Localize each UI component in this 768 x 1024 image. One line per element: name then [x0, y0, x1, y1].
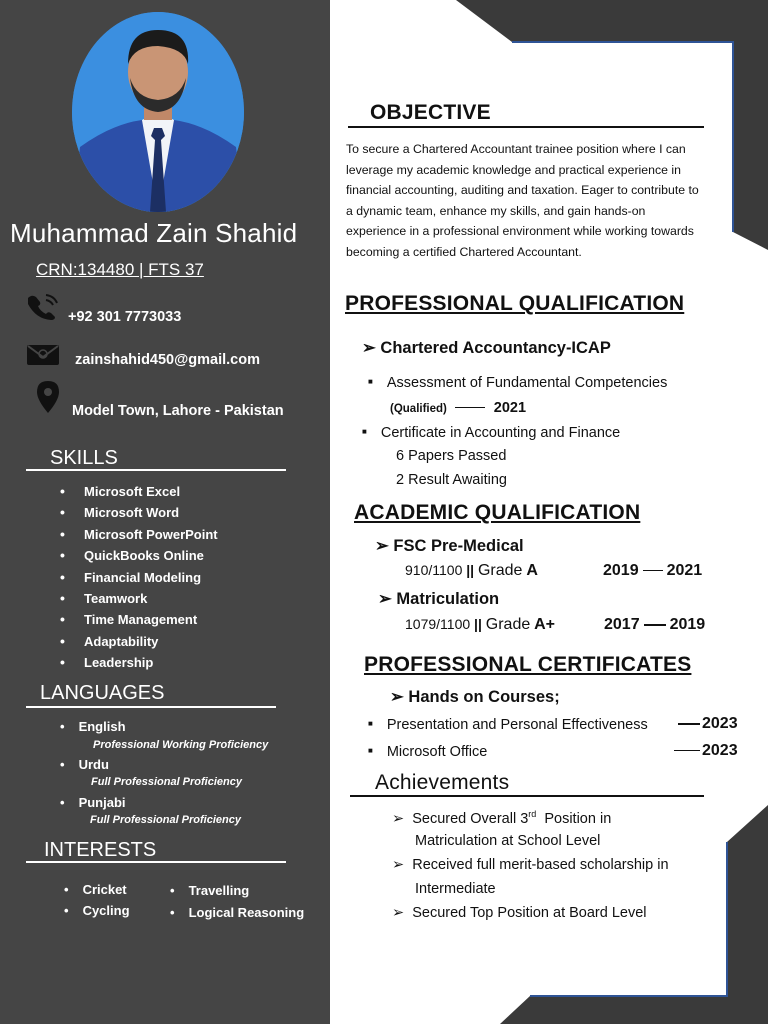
afc-item — [368, 375, 667, 391]
phone-number: +92 301 7773033 — [68, 309, 182, 325]
candidate-name: Muhammad Zain Shahid — [10, 218, 298, 248]
fsc-end: 2021 — [666, 562, 703, 579]
objective-heading: OBJECTIVE — [370, 101, 491, 124]
language-english — [60, 719, 126, 734]
dash-line — [674, 750, 700, 751]
crn-number: CRN:134480 | FTS 37 — [36, 260, 204, 279]
interest-label: Cricket — [82, 882, 127, 897]
certificate-name: Presentation and Personal Effectiveness — [386, 717, 648, 733]
language-level: Professional Working Proficiency — [93, 739, 269, 751]
grade-label: Grade — [485, 616, 531, 633]
fsc-degree-label: FSC Pre-Medical — [393, 537, 524, 555]
matric-result-row — [405, 616, 555, 634]
caf-passed: 6 Papers Passed — [396, 448, 507, 464]
interest-item — [170, 905, 304, 920]
language-level: Full Professional Proficiency — [91, 776, 242, 788]
dash-line — [644, 624, 666, 626]
achievement-text: Secured Top Position at Board Level — [412, 905, 647, 921]
certificate-year: 2023 — [702, 742, 738, 759]
caf-label: Certificate in Accounting and Finance — [380, 425, 621, 441]
afc-year: 2021 — [493, 400, 527, 416]
skills-list — [60, 484, 218, 677]
interest-label: Cycling — [82, 903, 130, 918]
certificate-year-row — [674, 742, 738, 760]
achievements-underline — [350, 795, 704, 797]
fsc-start: 2019 — [603, 562, 639, 579]
certificate-item — [368, 744, 487, 760]
ca-program-label: Chartered Accountancy-ICAP — [380, 339, 611, 357]
afc-status-row — [390, 399, 526, 417]
matric-degree-label: Matriculation — [396, 590, 500, 608]
professional-qualification-heading: PROFESSIONAL QUALIFICATION — [345, 292, 685, 315]
separator: || — [466, 562, 475, 578]
matric-end: 2019 — [669, 616, 706, 633]
interests-heading: INTERESTS — [44, 839, 157, 861]
skill-item: • Adaptability — [60, 634, 218, 655]
location: Model Town, Lahore - Pakistan — [72, 403, 284, 419]
email-address: zainshahid450@gmail.com — [75, 352, 260, 368]
objective-text: To secure a Chartered Accountant trainee position where I can leverage my academic knowledge and practical experience in financial accounting, auditing and taxation. Eager to contribute to a dynamic team, enhance my skills, and gain hands-on experience in a professional environment while working towards becoming a certified Chartered Accountant. — [346, 142, 699, 259]
courses-subhead-label: Hands on Courses; — [408, 688, 560, 706]
email-icon — [26, 342, 62, 366]
certificate-year: 2023 — [702, 715, 738, 732]
certificate-year-row — [678, 715, 738, 733]
dash-line — [455, 407, 485, 408]
matric-grade: A+ — [534, 616, 556, 633]
matric-degree: ➢ Matriculation — [378, 590, 500, 608]
language-urdu — [60, 757, 109, 772]
skill-item: • Microsoft PowerPoint — [60, 527, 218, 548]
afc-label: Assessment of Fundamental Competencies — [386, 375, 668, 391]
separator: || — [474, 616, 482, 632]
objective-underline — [348, 126, 704, 128]
certificate-item — [368, 717, 648, 733]
certificates-heading: PROFESSIONAL CERTIFICATES — [364, 653, 692, 676]
language-name: English — [78, 719, 126, 734]
dash-line — [678, 723, 700, 725]
achievement-item: ➢ Received full merit-based scholarship in — [392, 857, 669, 873]
phone-icon — [24, 292, 62, 320]
language-punjabi — [60, 795, 126, 810]
academic-qualification-heading: ACADEMIC QUALIFICATION — [354, 501, 641, 524]
languages-underline — [26, 706, 276, 708]
skills-underline — [26, 469, 286, 471]
fsc-grade: A — [526, 562, 538, 579]
profile-photo — [72, 12, 244, 212]
interest-item — [170, 883, 249, 898]
ca-program: ➢ Chartered Accountancy-ICAP — [362, 339, 611, 357]
grade-label: Grade — [477, 562, 523, 579]
fsc-result-row — [405, 562, 538, 580]
fsc-degree: ➢ FSC Pre-Medical — [375, 537, 524, 555]
skill-item: • Leadership — [60, 655, 218, 676]
location-pin-icon — [36, 380, 60, 414]
skill-item: • Microsoft Word — [60, 505, 218, 526]
interest-item — [64, 903, 130, 918]
achievement-text: Secured Overall 3 — [412, 810, 529, 827]
languages-heading: LANGUAGES — [40, 682, 165, 704]
skill-item: • Teamwork — [60, 591, 218, 612]
matric-marks: 1079/1100 — [405, 616, 471, 632]
interest-label: Travelling — [188, 883, 250, 898]
skill-item: • Microsoft Excel — [60, 484, 218, 505]
achievement-text-cont: Intermediate — [415, 881, 496, 897]
skill-item: • Time Management — [60, 612, 218, 633]
achievement-text: Position in — [536, 810, 612, 827]
superscript: rd — [528, 809, 537, 819]
dash-line — [643, 570, 663, 571]
caf-item — [362, 425, 620, 441]
language-level: Full Professional Proficiency — [90, 814, 241, 826]
achievement-item: ➢ Secured Overall 3rd Position in — [392, 809, 612, 827]
courses-subhead: ➢ Hands on Courses; — [390, 688, 560, 706]
language-name: Urdu — [78, 757, 109, 772]
language-name: Punjabi — [78, 795, 126, 810]
skills-heading: SKILLS — [50, 447, 118, 469]
caf-awaiting: 2 Result Awaiting — [396, 472, 507, 488]
achievements-heading: Achievements — [375, 771, 510, 794]
interest-label: Logical Reasoning — [188, 905, 305, 920]
achievement-item: ➢ Secured Top Position at Board Level — [392, 905, 647, 921]
interests-underline — [26, 861, 286, 863]
fsc-years — [603, 562, 702, 580]
fsc-marks: 910/1100 — [405, 562, 463, 578]
matric-years — [604, 616, 705, 634]
certificate-name: Microsoft Office — [386, 744, 488, 760]
afc-status: (Qualified) — [390, 403, 447, 415]
achievement-text-cont: Matriculation at School Level — [415, 833, 601, 849]
sidebar — [0, 0, 330, 1024]
skill-item: • Financial Modeling — [60, 570, 218, 591]
achievement-text: Received full merit-based scholarship in — [412, 857, 669, 873]
skill-item: • QuickBooks Online — [60, 548, 218, 569]
interest-item — [64, 882, 127, 897]
matric-start: 2017 — [604, 616, 640, 633]
